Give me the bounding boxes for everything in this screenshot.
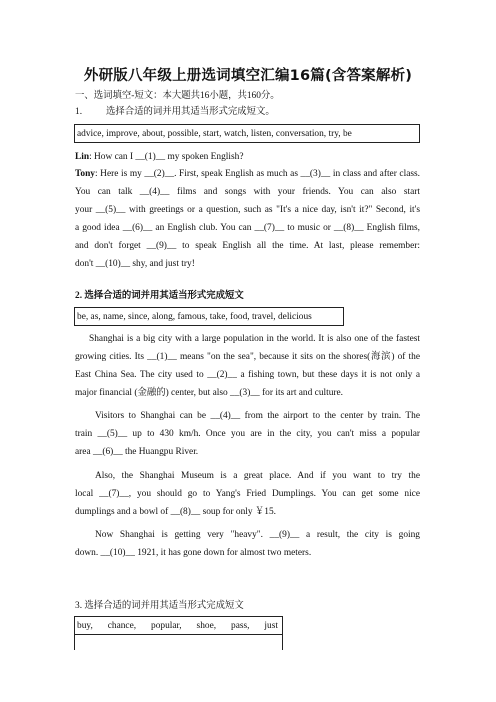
q1-word-box: advice, improve, about, possible, start, watch, listen, conversation, try, be bbox=[74, 124, 420, 143]
q2-heading: 2. 选择合适的词并用其适当形式完成短文 bbox=[75, 291, 244, 301]
q1-number: 1. bbox=[75, 107, 83, 117]
q2-para3-line-2: local __(7)__, you should go to Yang's Fried Dumplings. You can get some nice bbox=[75, 489, 420, 499]
q3-word: shoe, bbox=[196, 621, 217, 631]
q1-passage-line-1 bbox=[75, 168, 420, 180]
section-heading: 一、选词填空-短文：本大题共16小题，共160分。 bbox=[75, 91, 280, 101]
q3-word: popular, bbox=[151, 621, 182, 631]
q3-word: just bbox=[264, 621, 278, 631]
q2-para3-line-1: Also, the Shanghai Museum is a great place. And if you want to try the bbox=[95, 471, 420, 481]
q2-para1-line-1: Shanghai is a big city with a large population in the world. It is also one of the fastest bbox=[89, 334, 420, 344]
q3-word: chance, bbox=[107, 621, 137, 631]
tony-speaker: Tony bbox=[75, 169, 95, 179]
q2-para2-line-2: train __(5)__ up to 430 km/h. Once you are in the city, you can't miss a popular bbox=[75, 429, 420, 439]
q3-word: pass, bbox=[231, 621, 250, 631]
q1-passage-line-5: and don't forget __(9)__ to speak English all the time. At last, please remember: bbox=[75, 241, 420, 251]
q3-word-box-continuation bbox=[74, 634, 283, 650]
document-title: 外研版八年级上册选词填空汇编16篇(含答案解析) bbox=[83, 68, 413, 84]
lin-text: : How can I __(1)__ my spoken English? bbox=[89, 152, 244, 162]
q1-passage-line-2: You can talk __(4)__ films and songs with your friends. You can also start bbox=[75, 187, 420, 197]
lin-speaker: Lin bbox=[75, 152, 90, 162]
q2-para1-line-4: major financial (金融的) center, but also __(3)__ for its art and culture. bbox=[75, 388, 344, 398]
q1-instruction: 选择合适的词并用其适当形式完成短文。 bbox=[106, 107, 275, 117]
q3-heading: 3. 选择合适的词并用其适当形式完成短文 bbox=[75, 601, 244, 611]
q1-passage-line-4: a good idea __(6)__ an English club. You can __(7)__ to music or __(8)__ English films, bbox=[75, 223, 420, 233]
q2-word-box: be, as, name, since, along, famous, take, food, travel, delicious bbox=[74, 307, 344, 326]
q2-para1-line-3: East China Sea. The city used to __(2)__ a fishing town, but these days it is not only a bbox=[75, 370, 420, 380]
q1-lin-line bbox=[75, 151, 243, 163]
q2-para1-line-2: growing cities. Its __(1)__ means "on the sea", because it sits on the shores(海滨) of the bbox=[75, 352, 420, 362]
q2-para4-line-2: down. __(10)__ 1921, it has gone down for almost two meters. bbox=[75, 548, 312, 558]
q1-passage-line-6: don't __(10)__ shy, and just try! bbox=[75, 259, 195, 269]
q3-word: buy, bbox=[77, 621, 93, 631]
q3-word-box bbox=[74, 616, 283, 635]
passage-text: : Here is my __(2)__. First, speak English as much as __(3)__ in class and after class. bbox=[94, 169, 420, 179]
q2-para4-line-1: Now Shanghai is getting very "heavy". __(9)__ a result, the city is going bbox=[95, 530, 420, 540]
q1-passage-line-3: your __(5)__ with greetings or a question, such as "It's a nice day, isn't it?" Second, it's bbox=[75, 205, 420, 215]
q2-para3-line-3: dumplings and a bowl of __(8)__ soup for only ￥15. bbox=[75, 507, 277, 517]
q1-heading bbox=[75, 106, 275, 118]
q2-para2-line-3: area __(6)__ the Huangpu River. bbox=[75, 447, 199, 457]
q2-para2-line-1: Visitors to Shanghai can be __(4)__ from the airport to the center by train. The bbox=[95, 411, 420, 421]
